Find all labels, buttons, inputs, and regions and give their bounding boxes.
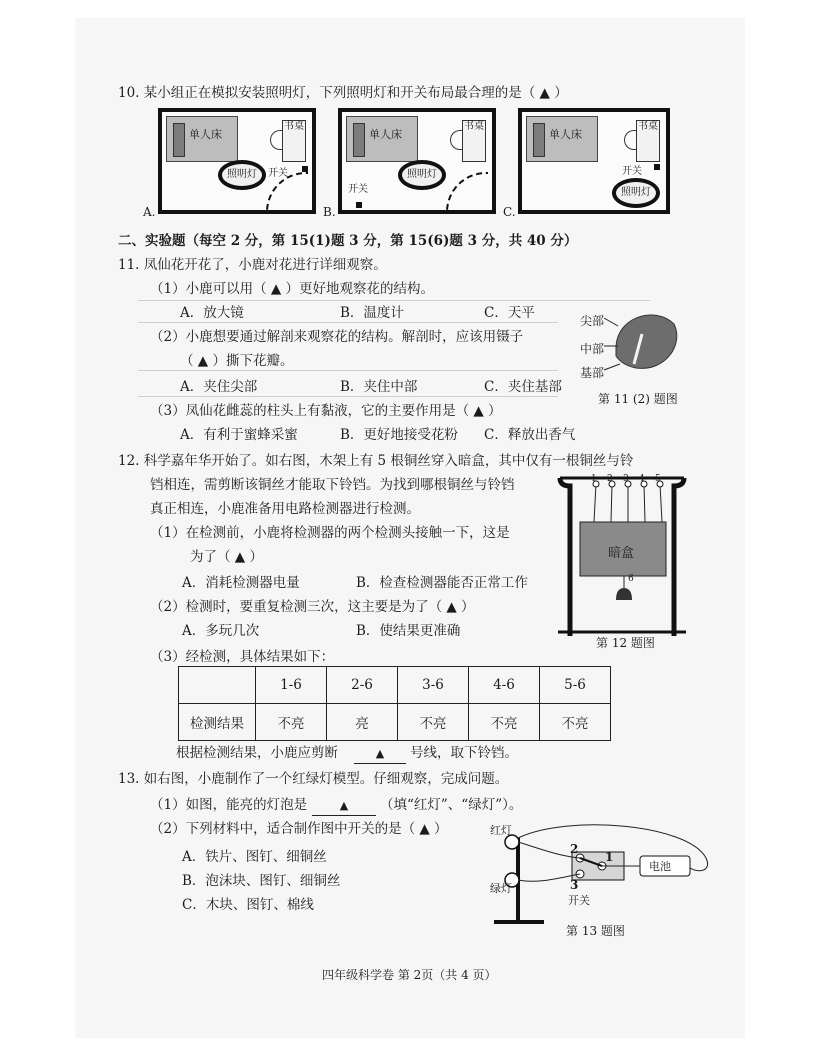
q13-p1-a: （1）如图，能亮的灯泡是 <box>150 797 308 813</box>
q11-p2-line2: （ ▲ ）撕下花瓣。 <box>180 353 294 369</box>
q11-p2-line1: （2）小鹿想要通过解剖来观察花的结构。解剖时，应该用镊子 <box>150 329 524 345</box>
room-b <box>338 108 496 214</box>
q12-p2: （2）检测时，要重复检测三次，这主要是为了（ ▲ ） <box>150 599 475 615</box>
switch-label: 开关 <box>568 894 590 907</box>
q12-conclusion-a: 根据检测结果，小鹿应剪断 <box>176 745 338 761</box>
q11-p2-option-c: C．夹住基部 <box>484 379 562 395</box>
q13-answer-blank[interactable]: ▲ <box>312 797 376 816</box>
traffic-light-figure <box>488 818 720 924</box>
q13-p1-b: （填“红灯”、“绿灯”）。 <box>380 797 523 813</box>
table-header-cell <box>179 667 256 704</box>
q11-p3-option-a: A．有利于蜜蜂采蜜 <box>180 427 298 443</box>
room-a <box>158 108 316 214</box>
q11-p2-option-b: B．夹住中部 <box>340 379 418 395</box>
room-c <box>518 108 670 214</box>
q11-p1-option-b: B．温度计 <box>340 305 404 321</box>
table-header-cell: 5-6 <box>540 667 611 704</box>
switch-mark <box>654 164 660 170</box>
q11-p3-option-b: B．更好地接受花粉 <box>340 427 458 443</box>
lamp: 照明灯 <box>218 160 266 190</box>
page-footer: 四年级科学卷 第 2页（共 4 页） <box>322 968 497 982</box>
table-cell: 不亮 <box>256 704 327 741</box>
bed: 单人床 <box>526 116 598 162</box>
q13-option-c: C．木块、图钉、棉线 <box>182 897 314 913</box>
wire-number-6: 6 <box>628 574 634 584</box>
green-light-label: 绿灯 <box>490 882 512 895</box>
q12-p1-line1: （1）在检测前，小鹿将检测器的两个检测头接触一下，这是 <box>150 525 510 541</box>
table-header-cell: 4-6 <box>469 667 540 704</box>
switch-terminal-2: 2 <box>570 842 579 856</box>
q11-p1-option-a: A．放大镜 <box>180 305 244 321</box>
q12-stem-line2: 铛相连，需剪断该铜丝才能取下铃铛。为找到哪根铜丝与铃铛 <box>150 477 515 493</box>
lamp: 照明灯 <box>612 178 660 208</box>
petal-label-tip: 尖部 <box>580 314 605 328</box>
q12-figure-caption: 第 12 题图 <box>596 636 655 650</box>
q12-p1-line2: 为了（ ▲ ） <box>190 549 263 565</box>
q13-figure-caption: 第 13 题图 <box>566 924 625 938</box>
switch-mark <box>356 202 362 208</box>
section2-title: 二、实验题（每空 2 分，第 15(1)题 3 分，第 15(6)题 3 分，共 40 分） <box>118 233 578 249</box>
table-header-cell: 1-6 <box>256 667 327 704</box>
petal-label-base: 基部 <box>580 366 605 380</box>
desk: 书桌 <box>462 120 486 162</box>
wire-number-2: 2 <box>607 474 613 484</box>
switch-label: 开关 <box>622 166 642 177</box>
wire-number-5: 5 <box>655 474 661 484</box>
battery-label: 电池 <box>649 860 671 873</box>
q11-figure-caption: 第 11 (2) 题图 <box>598 392 678 406</box>
table-row-label: 检测结果 <box>179 704 256 741</box>
desk: 书桌 <box>636 120 660 162</box>
q12-p2-option-b: B．使结果更准确 <box>356 623 461 639</box>
option-a-label: A. <box>143 205 156 219</box>
q11-p3-option-c: C．释放出香气 <box>484 427 576 443</box>
q13-p2: （2）下列材料中，适合制作图中开关的是（ ▲ ） <box>150 821 448 837</box>
table-cell: 亮 <box>327 704 398 741</box>
wire-number-1: 1 <box>591 474 597 484</box>
q11-p1: （1）小鹿可以用（ ▲ ）更好地观察花的结构。 <box>150 281 435 297</box>
q10-stem: 10. 某小组正在模拟安装照明灯，下列照明灯和开关布局最合理的是（ ▲ ） <box>118 85 568 101</box>
result-table <box>178 666 611 741</box>
table-row <box>179 704 611 741</box>
q12-conclusion-b: 号线，取下铃铛。 <box>410 745 518 761</box>
table-cell: 不亮 <box>540 704 611 741</box>
wire-number-3: 3 <box>623 474 629 484</box>
red-light-label: 红灯 <box>490 824 512 837</box>
q13-stem: 13. 如右图，小鹿制作了一个红绿灯模型。仔细观察，完成问题。 <box>118 771 509 787</box>
q12-p1-option-b: B．检查检测器能否正常工作 <box>356 575 528 591</box>
wire-number-4: 4 <box>639 474 645 484</box>
q11-p3: （3）凤仙花雌蕊的柱头上有黏液，它的主要作用是（ ▲ ） <box>150 403 502 419</box>
switch-terminal-3: 3 <box>570 878 579 892</box>
petal-label-middle: 中部 <box>580 342 605 356</box>
switch-label: 开关 <box>268 168 288 179</box>
table-header-cell: 3-6 <box>398 667 469 704</box>
option-b-label: B. <box>323 205 336 219</box>
table-cell: 不亮 <box>469 704 540 741</box>
q12-p2-option-a: A．多玩几次 <box>182 623 260 639</box>
q11-stem: 11. 凤仙花开花了，小鹿对花进行详细观察。 <box>118 257 387 273</box>
lamp: 照明灯 <box>398 160 446 190</box>
q12-p3: （3）经检测，具体结果如下： <box>150 649 335 665</box>
q12-answer-blank[interactable]: ▲ <box>354 745 406 764</box>
q12-stem-line1: 12. 科学嘉年华开始了。如右图，木架上有 5 根铜丝穿入暗盒，其中仅有一根铜丝与铃 <box>118 453 634 469</box>
table-cell: 不亮 <box>398 704 469 741</box>
q12-p1-option-a: A．消耗检测器电量 <box>182 575 300 591</box>
q13-option-a: A．铁片、图钉、细铜丝 <box>182 849 327 865</box>
bed: 单人床 <box>346 116 418 162</box>
desk: 书桌 <box>282 120 306 162</box>
switch-label: 开关 <box>348 184 368 195</box>
door <box>446 172 488 214</box>
table-header-cell: 2-6 <box>327 667 398 704</box>
q11-p1-option-c: C．天平 <box>484 305 535 321</box>
q12-stem-line3: 真正相连，小鹿准备用电路检测器进行检测。 <box>150 501 420 517</box>
q13-option-b: B．泡沫块、图钉、细铜丝 <box>182 873 341 889</box>
switch-terminal-1: 1 <box>605 850 614 864</box>
option-c-label: C. <box>503 205 516 219</box>
dark-box-label: 暗盒 <box>608 546 635 561</box>
bed: 单人床 <box>166 116 238 162</box>
q11-p2-option-a: A．夹住尖部 <box>180 379 258 395</box>
